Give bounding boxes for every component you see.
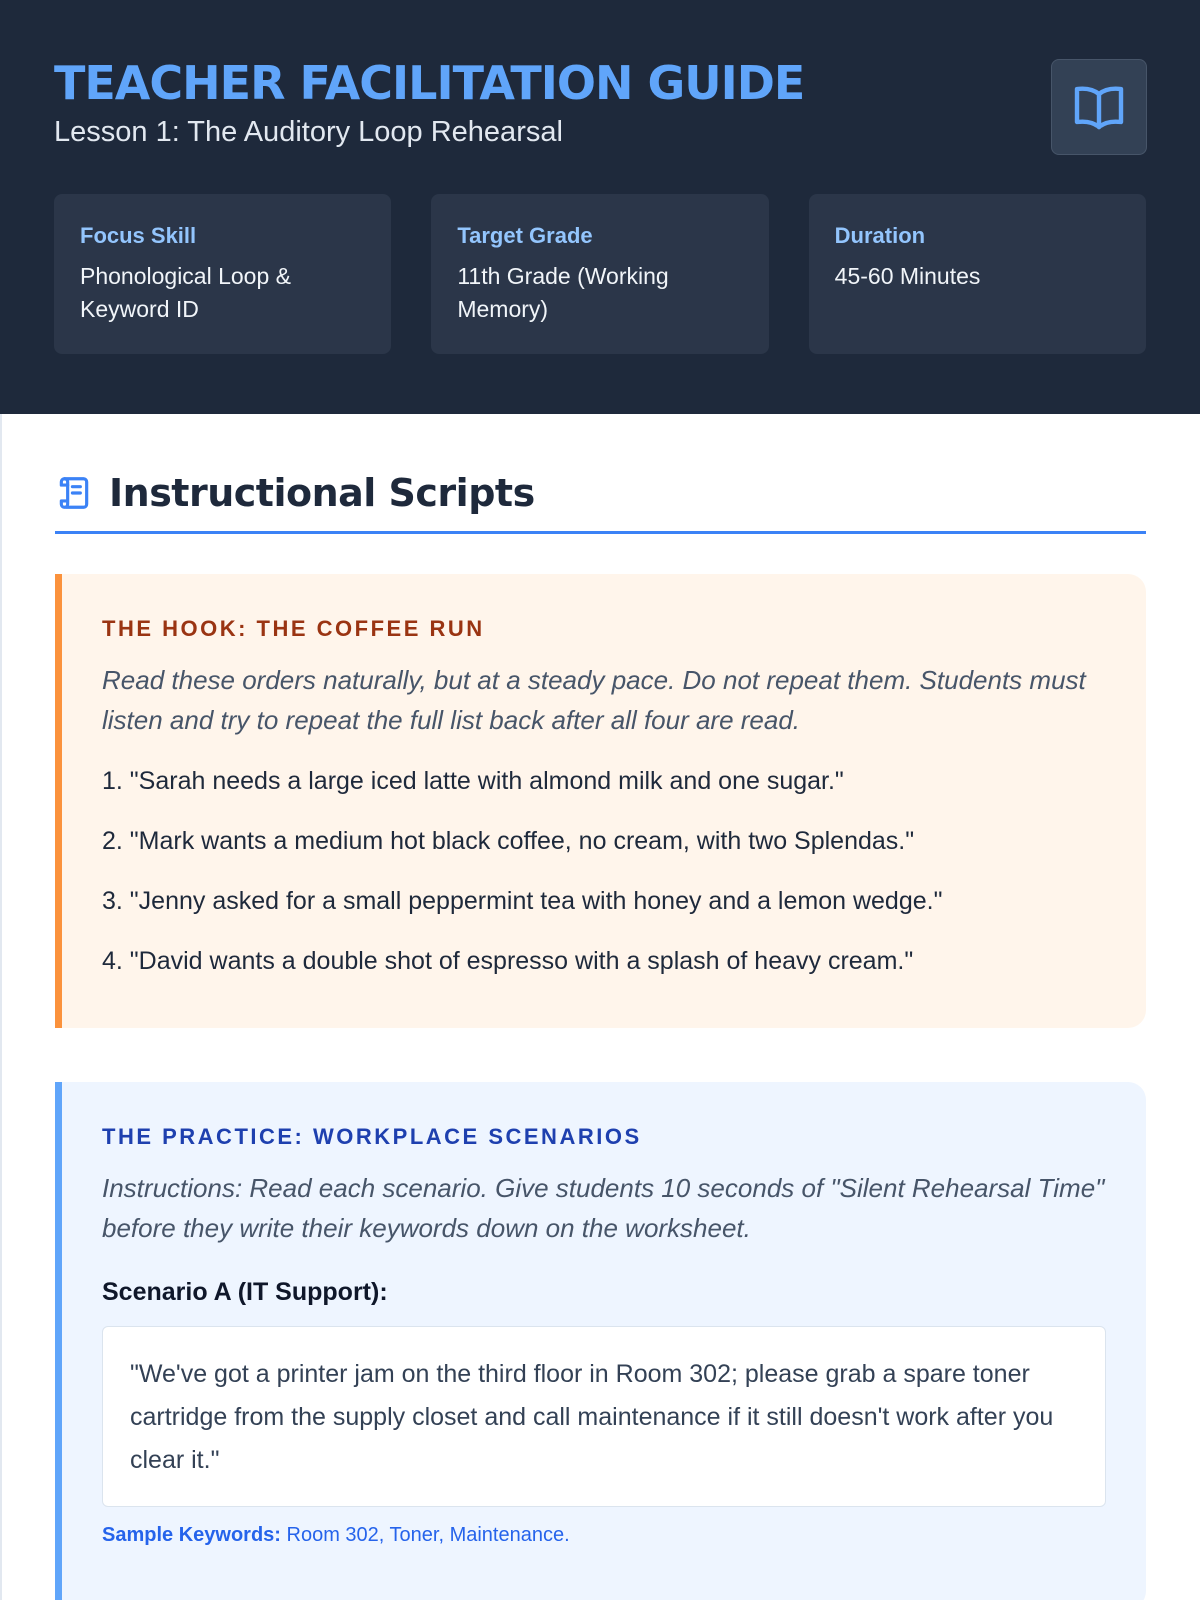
meta-card-focus-skill — [54, 194, 391, 354]
practice-instructions: Instructions: Read each scenario. Give students 10 seconds of "Silent Rehearsal Time" before they write their keywords down on the worksheet. — [102, 1173, 1105, 1243]
section-header — [55, 468, 1146, 534]
practice-title: THE PRACTICE: WORKPLACE SCENARIOS — [102, 1124, 642, 1149]
book-button[interactable] — [1051, 59, 1147, 155]
keywords-label: Sample Keywords: — [102, 1524, 281, 1546]
keywords-value: Room 302, Toner, Maintenance. — [286, 1524, 570, 1546]
scroll-icon — [55, 474, 93, 512]
meta-label: Focus Skill — [80, 223, 197, 248]
main-content — [0, 414, 1200, 1600]
hook-title: THE HOOK: THE COFFEE RUN — [102, 616, 485, 641]
book-open-icon — [1073, 84, 1125, 130]
list-item: 2. "Mark wants a medium hot black coffee, no cream, with two Splendas." — [102, 827, 915, 855]
guide-header — [0, 0, 1200, 414]
meta-label: Target Grade — [457, 223, 593, 248]
list-item: 3. "Jenny asked for a small peppermint tea with honey and a lemon wedge." — [102, 887, 943, 915]
list-item: 4. "David wants a double shot of espresso with a splash of heavy cream." — [102, 947, 914, 975]
practice-card — [55, 1082, 1146, 1600]
order-list — [102, 764, 1106, 978]
meta-value: 45-60 Minutes — [834, 263, 981, 289]
sample-keywords — [102, 1521, 1106, 1549]
meta-card-duration — [809, 194, 1146, 354]
meta-value: 11th Grade (Working Memory) — [457, 263, 669, 322]
meta-row — [54, 194, 1146, 354]
page-title: TEACHER FACILITATION GUIDE — [54, 56, 805, 110]
scenario-a-quote: "We've got a printer jam on the third floor in Room 302; please grab a spare toner cartridge from the supply closet and call maintenance if it still doesn't work after you clear it." — [102, 1326, 1106, 1507]
list-item: 1. "Sarah needs a large iced latte with almond milk and one sugar." — [102, 767, 844, 795]
page-left-rule — [0, 414, 2, 1600]
lesson-subtitle: Lesson 1: The Auditory Loop Rehearsal — [54, 116, 563, 148]
hook-instructions: Read these orders naturally, but at a steady pace. Do not repeat them. Students must listen and try to repeat the full list back after all four are read. — [102, 665, 1086, 735]
meta-value: Phonological Loop & Keyword ID — [80, 263, 291, 322]
meta-card-target-grade — [431, 194, 768, 354]
meta-label: Duration — [834, 223, 926, 248]
hook-card — [55, 574, 1146, 1028]
scenario-a-label: Scenario A (IT Support): — [102, 1278, 388, 1306]
section-title: Instructional Scripts — [109, 470, 535, 515]
